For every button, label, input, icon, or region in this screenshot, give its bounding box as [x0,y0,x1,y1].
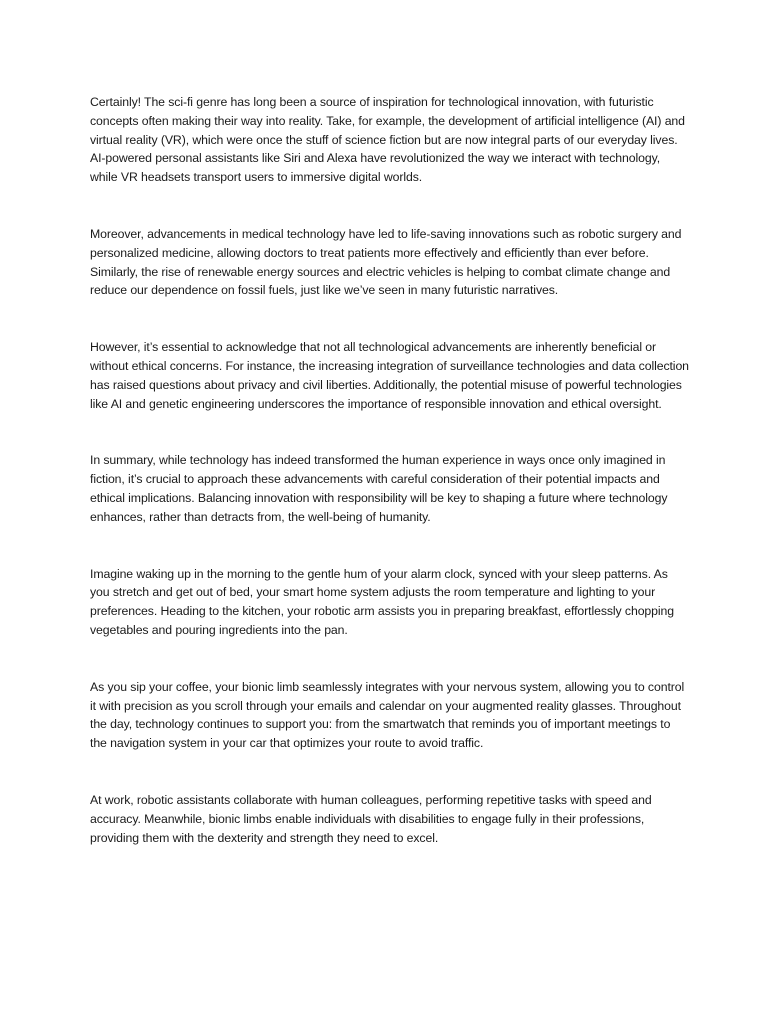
paragraph-3: However, it’s essential to acknowledge that not all technological advancements are inherently beneficial or without ethical concerns. For instance, the increasing integration of surveillance technologies and data collection has raised questions about privacy and civil liberties. Additionally, the potential misuse of powerful technologies like AI and genetic engineering underscores the importance of responsible innovation and ethical oversight. [90,340,689,411]
paragraph-7: At work, robotic assistants collaborate with human colleagues, performing repetitive tasks with speed and accuracy. Meanwhile, bionic limbs enable individuals with disabilities to engage fully in their professions, providing them with the dexterity and strength they need to excel. [90,792,652,845]
document-body [90,93,690,885]
paragraph-4: In summary, while technology has indeed transformed the human experience in ways once only imagined in fiction, it’s crucial to approach these advancements with careful consideration of their potential impacts and ethical implications. Balancing innovation with responsibility will be key to shaping a future where technology enhances, rather than detracts from, the well-being of humanity. [90,453,668,524]
paragraph-1: Certainly! The sci-fi genre has long been a source of inspiration for technological innovation, with futuristic concepts often making their way into reality. Take, for example, the development of artificial intelligence (AI) and virtual reality (VR), which were once the stuff of science fiction but are now integral parts of our everyday lives. AI-powered personal assistants like Siri and Alexa have revolutionized the way we interact with technology, while VR headsets transport users to immersive digital worlds. [90,95,685,185]
paragraph-6: As you sip your coffee, your bionic limb seamlessly integrates with your nervous system, allowing you to control it with precision as you scroll through your emails and calendar on your augmented reality glasses. Throughout the day, technology continues to support you: from the smartwatch that reminds you of important meetings to the navigation system in your car that optimizes your route to avoid traffic. [90,679,685,751]
paragraph-5: Imagine waking up in the morning to the gentle hum of your alarm clock, synced with your sleep patterns. As you stretch and get out of bed, your smart home system adjusts the room temperature and lighting to your preferences. Heading to the kitchen, your robotic arm assists you in preparing breakfast, effortlessly chopping vegetables and pouring ingredients into the pan. [90,566,675,637]
paragraph-2: Moreover, advancements in medical technology have led to life-saving innovations such as robotic surgery and personalized medicine, allowing doctors to treat patients more effectively and efficiently than ever before. Similarly, the rise of renewable energy sources and electric vehicles is helping to combat climate change and reduce our dependence on fossil fuels, just like we’ve seen in many futuristic narratives. [90,226,682,298]
